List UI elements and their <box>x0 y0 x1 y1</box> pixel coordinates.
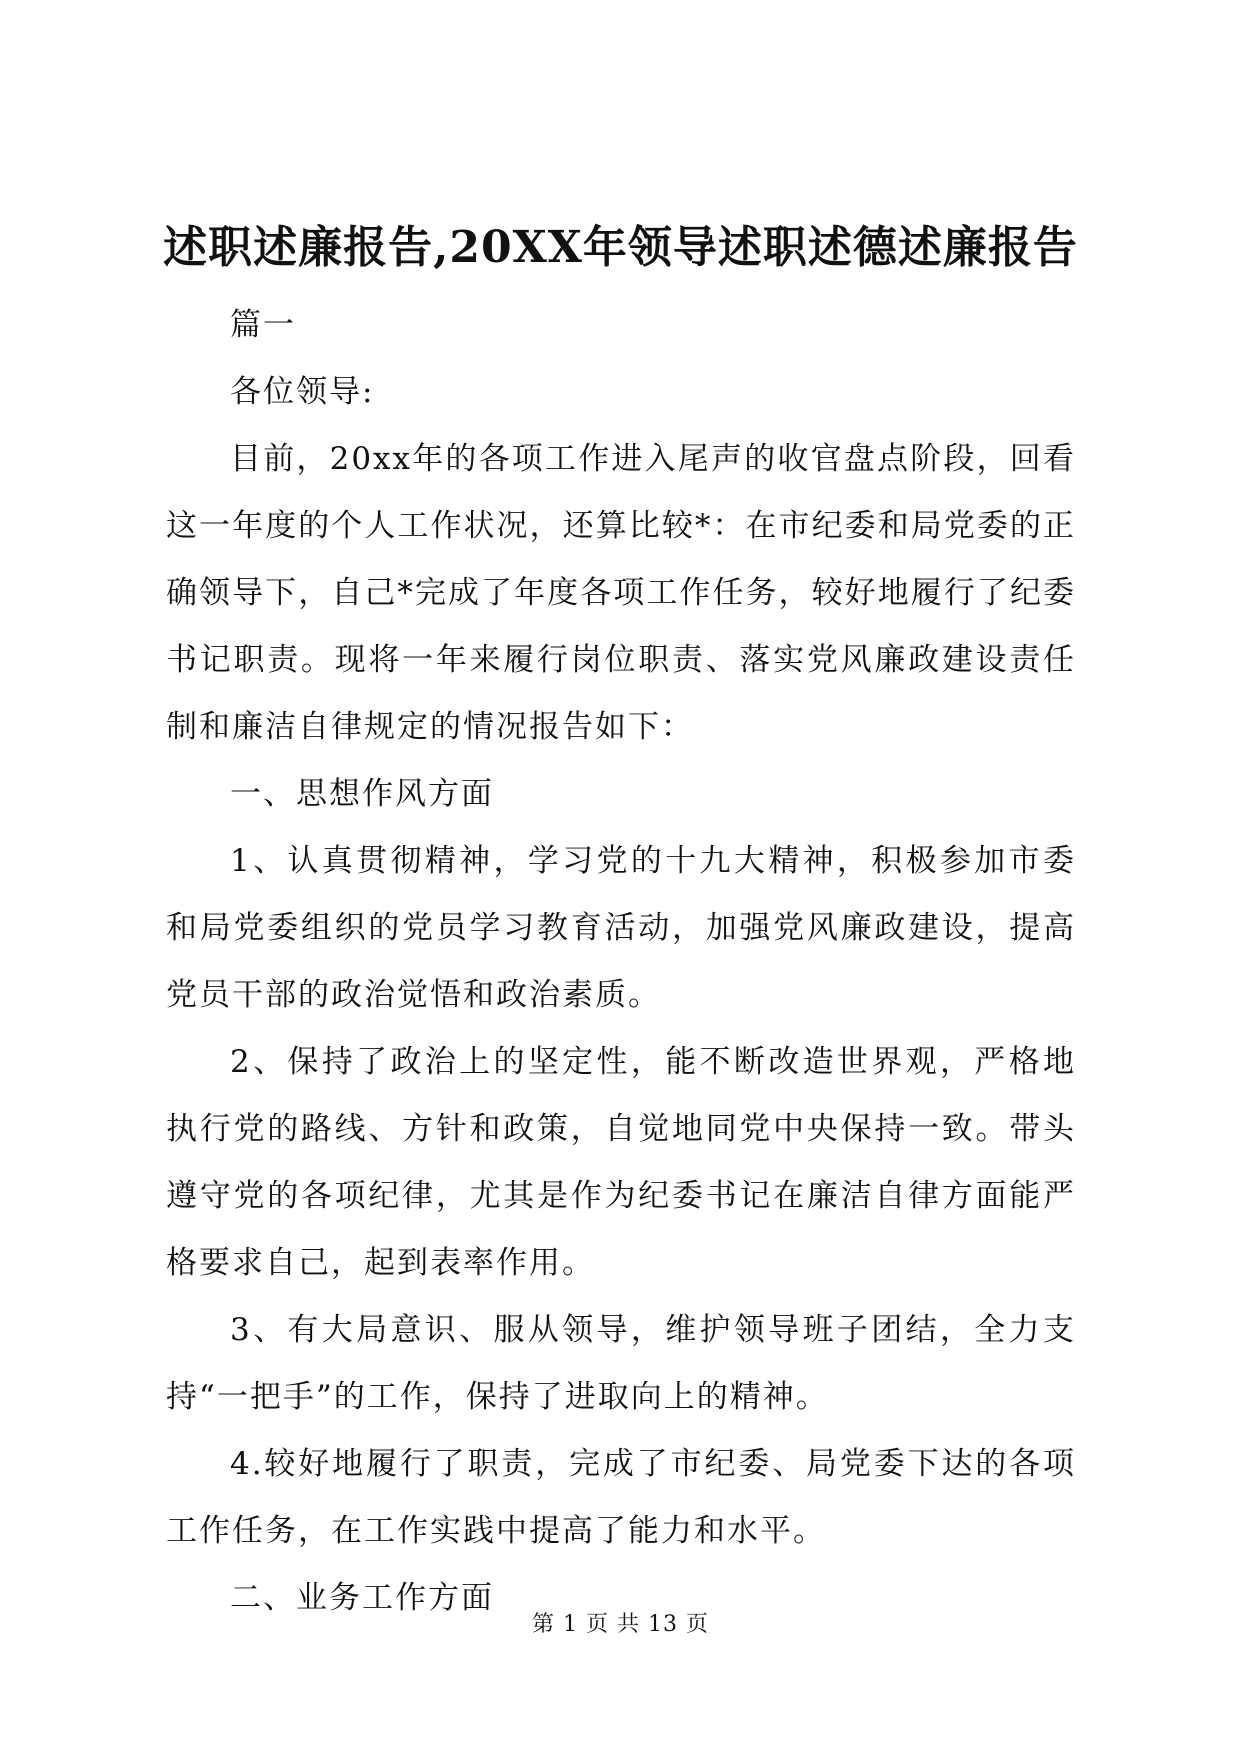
paragraph-section-label: 篇一 <box>230 307 296 343</box>
paragraph-item-3: 3、有大局意识、服从领导，维护领导班子团结，全力支持“一把手”的工作，保持了进取向上的精神。 <box>166 1312 1076 1415</box>
paragraph-item-1: 1、认真贯彻精神，学习党的十九大精神，积极参加市委和局党委组织的党员学习教育活动，加强党风廉政建设，提高党员干部的政治觉悟和政治素质。 <box>166 843 1076 1013</box>
paragraph-item-4: 4.较好地履行了职责，完成了市纪委、局党委下达的各项工作任务，在工作实践中提高了能力和水平。 <box>166 1446 1076 1549</box>
page-number-footer: 第 1 页 共 13 页 <box>532 1612 709 1637</box>
document-title: 述职述廉报告,20XX年领导述职述德述廉报告 <box>163 222 1078 273</box>
heading-business-work: 二、业务工作方面 <box>230 1580 494 1616</box>
paragraph-item-2: 2、保持了政治上的坚定性，能不断改造世界观，严格地执行党的路线、方针和政策，自觉地同党中央保持一致。带头遵守党的各项纪律，尤其是作为纪委书记在廉洁自律方面能严格要求自己，起到表率作用。 <box>166 1044 1076 1281</box>
paragraph-salutation: 各位领导: <box>230 374 375 410</box>
paragraph-intro: 目前，20xx年的各项工作进入尾声的收官盘点阶段，回看这一年度的个人工作状况，还算比较*：在市纪委和局党委的正确领导下，自己*完成了年度各项工作任务，较好地履行了纪委书记职责。现将一年来履行岗位职责、落实党风廉政建设责任制和廉洁自律规定的情况报告如下： <box>166 441 1076 745</box>
document-body <box>166 292 1076 1632</box>
heading-ideology-style: 一、思想作风方面 <box>230 776 494 812</box>
